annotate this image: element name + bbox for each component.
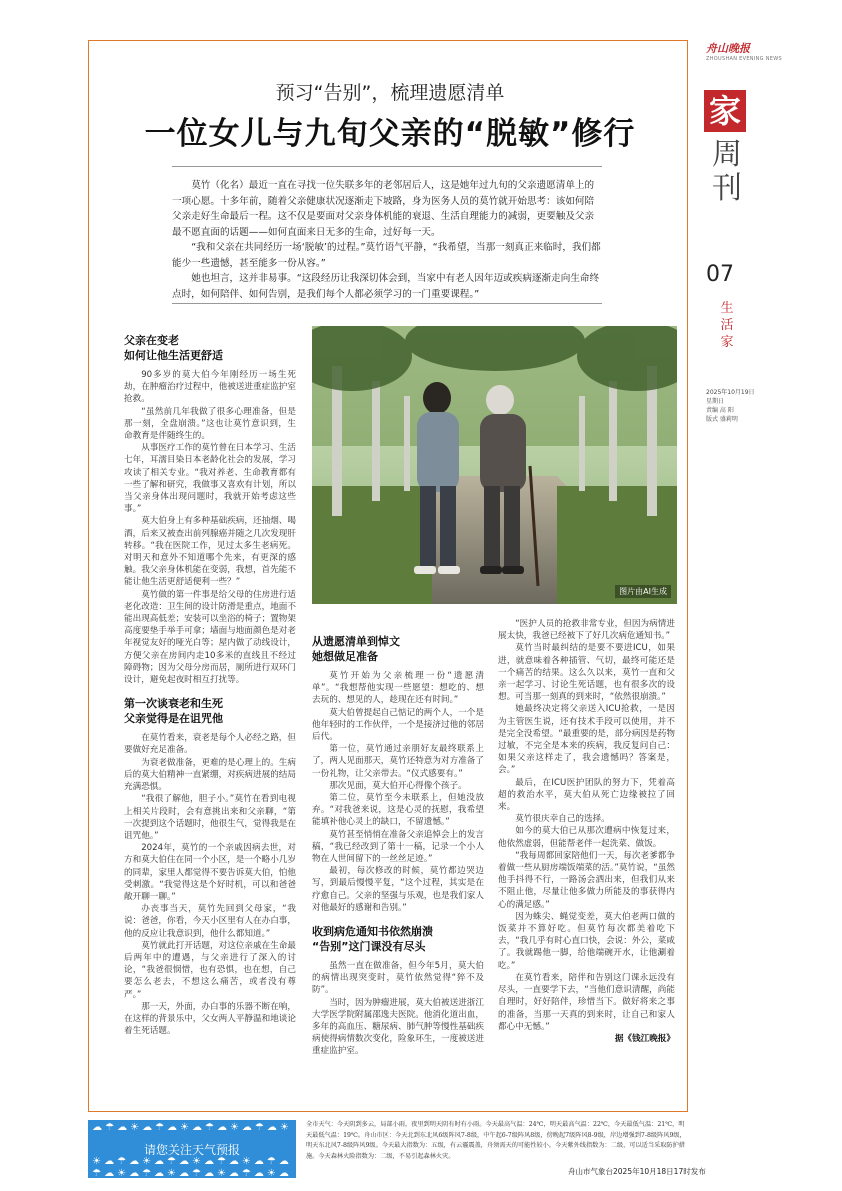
body-paragraph: “我很了解他，胆子小。”莫竹在看到电视上相关片段时，会有意挑出来和父亲聊，“第一次提到这个话题时，他很生气，觉得我是在诅咒他。” bbox=[124, 794, 296, 841]
body-paragraph: 最初，每次修改的时候，莫竹都边哭边写，到最后慢慢平复，“这个过程，其实是在疗愈自己。父亲的坚强与乐观，也是我们家人对他最好的感谢和告别。” bbox=[312, 866, 484, 913]
body-paragraph: 从事医疗工作的莫竹曾在日本学习、生活七年，耳濡目染日本老龄化社会的发展，学习攻读了相关专业。“我对养老、生命教育都有一些了解和研究，我做事又喜欢有计划，所以当父亲身体出现问题时，我就开始考虑这些事。” bbox=[124, 443, 296, 515]
article-lead bbox=[172, 178, 602, 302]
lead-paragraph: 莫竹（化名）最近一直在寻找一位失联多年的老邻居后人，这是她年过九旬的父亲遗愿清单上的一项心愿。十多年前，随着父亲健康状况逐渐走下坡路，身为医务人员的莫竹就开始思考：该如何陪父亲走好生命最后一程。这不仅是要面对父亲身体机能的衰退、生活自理能力的减弱，更要触及父亲最不愿直面的话题——如何直面来日无多的生命，过好每一天。 bbox=[172, 180, 595, 238]
body-paragraph: “我每周都回家陪他们一天，每次老爹都争着做一些从厨房端饭端菜的活。”莫竹说，“虽然他手抖得不行，一路汤会洒出来，但我们从来不阻止他，尽量让他多做力所能及的事获得内心的满足感。” bbox=[498, 850, 675, 910]
body-paragraph: 莫大伯曾提起自己惦记的两个人，一个是他年轻时的工作伙伴，一个是接济过他的邻居后代。 bbox=[312, 707, 484, 743]
body-paragraph: 办丧事当天，莫竹先回到父母家，“我说：爸爸，你看，今天小区里有人在办白事，他的反应让我意识到，他什么都知道。” bbox=[124, 904, 296, 939]
body-paragraph: 虽然一直在做准备，但今年5月，莫大伯的病情出现突变时，莫竹依然觉得“猝不及防”。 bbox=[312, 961, 484, 996]
body-paragraph: 莫竹就此打开话题，对这位亲戚在生命最后两年中的遭遇，与父亲进行了深入的讨论，“我爸很悯惜，也有恐惧，也在想，自己要怎么老去，不想这么痛苦，或者没有尊严。” bbox=[124, 940, 296, 1000]
section-title-zhoukan: 周刊 bbox=[712, 137, 742, 206]
weather-icon: ☁☂☁☀☁☂☁☀☁☂☁☀☁☂☁☀ bbox=[92, 1122, 292, 1133]
lead-bottom-rule bbox=[172, 303, 602, 304]
body-paragraph: 最后，在ICU医护团队的努力下，凭着高超的救治水平，莫大伯从死亡边缘被拉了回来。 bbox=[498, 777, 675, 813]
lead-top-rule bbox=[172, 166, 602, 167]
body-paragraph: 在莫竹看来，衰老是每个人必经之路，但要做好充足准备。 bbox=[124, 733, 296, 756]
weather-forecast-text: 全市天气：今天阴到多云，局部小雨，夜里到明天阴有时有小雨。今天最高气温：24℃，明天最高气温：22℃，今天最低气温：21℃，明天最低气温：19℃。舟山市区：今天北到东北风6级阵风7-8级，中午起6-7级阵风8级，傍晚起7级阵风8-9级，岸边增强到7-8级阵风9级，明天东北风7-8级阵风9级。今天最大指数为：五级，有云霾震盖，舟须需天的可能性较小。今天紫外线指数为：二级，可以适当采取防护措施。今天森林火险指数为：二级，不易引起森林火灾。 bbox=[306, 1121, 686, 1160]
lead-paragraph: 她也坦言，这并非易事。“这段经历让我深切体会到，当家中有老人因年迈或疾病逐渐走向生命终点时，如何陪伴、如何告别，是我们每个人都必须学习的一门重要课程。” bbox=[172, 273, 600, 300]
subheading: 从遗愿清单到悼文 她想做足准备 bbox=[312, 635, 400, 663]
page-number: 07 bbox=[706, 262, 734, 287]
body-paragraph: 那次见面，莫大伯开心得像个孩子。 bbox=[329, 780, 467, 791]
body-paragraph: 因为蛛尖、蝇觉变差，莫大伯老两口做的饭菜并不算好吃。但莫竹每次都美着吃下去，“我几乎有时心直口快，会说：外公，菜咸了。我就踢他一脚，给他端碗开水，让他涮着吃。” bbox=[498, 911, 675, 971]
weather-icon: ☀☁☂☁☀☁☂☁☀☁☂☁☀☁☂☁ bbox=[92, 1156, 292, 1167]
weather-title: 请您关注天气预报 bbox=[143, 1143, 240, 1157]
body-paragraph: 在莫竹看来，陪伴和告别这门课永远没有尽头，一直要学下去，“当他们意识清醒，尚能自理时，好好陪伴，珍惜当下。做好将来之事的准备，当那一天真的到来时，让自己和家人都心中无憾。” bbox=[498, 972, 675, 1032]
subheading: 收到病危通知书依然崩溃 “告别”这门课没有尽头 bbox=[312, 925, 433, 954]
body-paragraph: 当时，因为肿瘤进展，莫大伯被送进浙江大学医学院附属邵逸夫医院。他消化道出血，多年的高血压、糖尿病、肺气肿等慢性基础疾病使得病情数次变化，险象环生，一度被送进重症监护室。 bbox=[312, 997, 484, 1057]
body-paragraph: 莫竹开始为父亲梳理一份“遗愿清单”。“我想帮他实现一些愿望：想吃的、想去玩的、想见的人，趁现在还有时间。” bbox=[312, 671, 484, 706]
section-name: 生活家 bbox=[720, 301, 734, 350]
body-paragraph: 如今的莫大伯已从那次遭病中恢复过来，他依然虚弱，但能帮老伴一起洗菜、做饭。 bbox=[498, 826, 675, 849]
column-2 bbox=[312, 634, 484, 1058]
issue-weekday: 星期日 bbox=[706, 398, 725, 405]
designer-credit: 版式 盛莉明 bbox=[706, 416, 738, 423]
body-paragraph: 那一天，外面，办白事的乐器不断在响，在这样的背景乐中，父女两人平静温和地谈论着生死话题。 bbox=[124, 1001, 296, 1037]
article-photo bbox=[312, 326, 677, 604]
body-paragraph: 第一位，莫竹通过亲朋好友最终联系上了，两人见面那天，莫竹还特意为对方准备了一份礼物，让父亲带去。“仪式感要有。” bbox=[312, 744, 484, 779]
body-paragraph: 莫竹甚至悄悄在准备父亲追悼会上的发言稿，“我已经改到了第十一稿，记录一个小人物在人世间留下的一丝丝足迹。” bbox=[312, 829, 484, 865]
body-paragraph: “虽然前几年我做了很多心理准备，但是那一刻，全盘崩溃。”这也让莫竹意识到，生命教育是伴随终生的。 bbox=[124, 406, 296, 442]
body-paragraph: 90多岁的莫大伯今年刚经历一场生死劫，在肿瘤治疗过程中，他被送进重症监护室抢救。 bbox=[124, 370, 296, 405]
section-badge-jia: 家 bbox=[704, 90, 746, 132]
body-paragraph: 莫竹当时最纠结的是要不要进ICU，如果进，就意味着各种插管、气切，最终可能还是一个痛苦的结果。这么久以来，莫竹一直和父亲一起学习、讨论生死话题，也有很多次的设想。可当那一刻真的到来时，“依然很崩溃。” bbox=[498, 643, 675, 703]
body-paragraph: 莫大伯身上有多种基础疾病，还抽烟、喝酒，后来又被查出前列腺癌并随之几次发现肝转移。“我在医院工作，见过太多生老病死。对明天和意外不知道哪个先来，有更深的感触。我父亲身体机能在变弱，我想，首先能不能让他生活更舒适便利一些？” bbox=[124, 516, 296, 588]
body-paragraph: 莫竹做的第一件事是给父母的住房进行适老化改造：卫生间的设计防滑是重点，地面不能出现高低差；安装可以坐浴的椅子；置物架高度要垫手举手可拿；墙面与地面颜色是对老年视觉友好的哑光白等；屋内做了动线设计，方便父亲在房间内走10多米的直线且不经过障碍物；因为父母分房而居，厕所进行双环门设计，避免起夜时相互打扰等。 bbox=[124, 589, 296, 686]
body-paragraph: “医护人员的抢救非常专业，但因为病情进展太快，我爸已经被下了好几次病危通知书。” bbox=[498, 619, 675, 642]
article-headline: 一位女儿与九旬父亲的“脱敏”修行 bbox=[144, 116, 636, 152]
subheading: 父亲在变老 如何让他生活更舒适 bbox=[124, 334, 223, 362]
weather-issued: 舟山市气象台2025年10月18日17时发布 bbox=[568, 1167, 706, 1176]
masthead-english: ZHOUSHAN EVENING NEWS bbox=[706, 56, 782, 62]
masthead-logo: 舟山晚报 bbox=[706, 42, 750, 55]
issue-date: 2025年10月19日 bbox=[706, 389, 755, 396]
body-paragraph: 为衰老做准备，更难的是心理上的。生病后的莫大伯精神一直紧绷，对疾病进展的结局充满恐惧。 bbox=[124, 757, 296, 793]
article-kicker: 预习“告别”，梳理遗愿清单 bbox=[275, 82, 505, 104]
issue-meta bbox=[706, 388, 755, 424]
body-paragraph: 她最终决定将父亲送入ICU抢救，一是因为主管医生说，还有技术手段可以使用，并不是完全没希望。“最重要的是，部分病因是药物过敏，不完全是本来的疾病，我反复问自己：如果父亲这样走了，我会遗憾吗？答案是，会。” bbox=[498, 704, 675, 776]
body-paragraph: 莫竹很庆幸自己的选择。 bbox=[515, 814, 610, 825]
article-source: 据《钱江晚报》 bbox=[614, 1033, 675, 1044]
photo-illustration bbox=[312, 326, 677, 604]
column-3 bbox=[498, 618, 675, 1045]
body-paragraph: 第二位，莫竹至今未联系上，但她没放弃。“对我爸来说，这是心灵的抚慰，我希望能填补他心灵上的缺口，不留遗憾。” bbox=[312, 793, 484, 828]
weather-icon: ☂☁☀☁☂☁☀☁☂☁☀☁☂☁☀☁ bbox=[92, 1168, 292, 1179]
lead-paragraph: “我和父亲在共同经历一场‘脱敏’的过程。”莫竹语气平静，“我希望，当那一刻真正来临时，我们都能少一些遗憾，甚至能多一份从容。” bbox=[172, 242, 601, 269]
photo-credit: 图片由AI生成 bbox=[615, 585, 671, 598]
column-1 bbox=[124, 333, 296, 1037]
body-paragraph: 2024年，莫竹的一个亲戚因病去世，对方和莫大伯住在同一个小区，是一个略小几岁的同辈，家里人都觉得不要告诉莫大伯，怕他受刺激。“我觉得这是个好时机，可以和爸爸敞开聊一聊。” bbox=[124, 843, 296, 902]
weather-icons-row bbox=[88, 1156, 296, 1180]
editor-credit: 责编 高 阳 bbox=[706, 407, 734, 414]
weather-icons-row bbox=[88, 1122, 296, 1134]
weather-banner bbox=[88, 1120, 296, 1178]
subheading: 第一次谈衰老和生死 父亲觉得是在诅咒他 bbox=[124, 697, 223, 726]
